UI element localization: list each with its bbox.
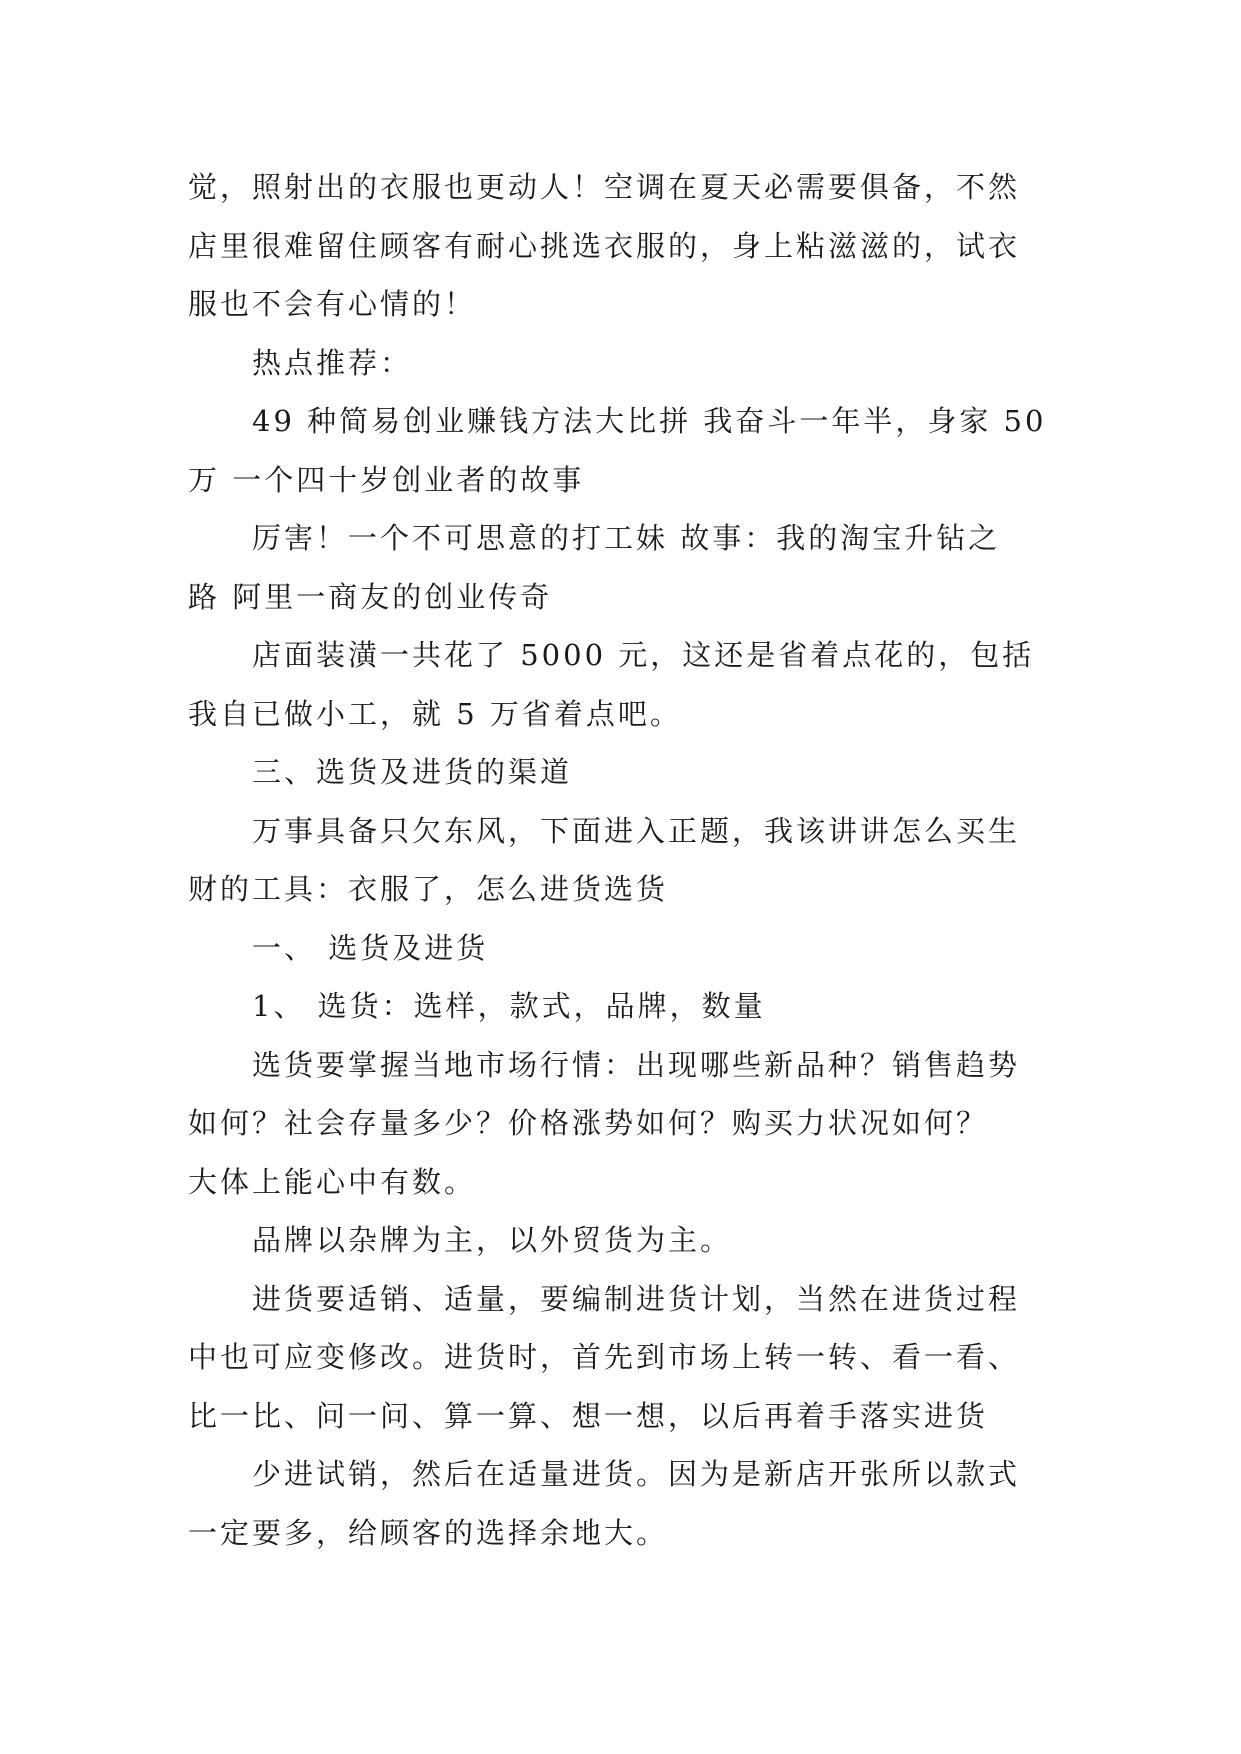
section-heading (188, 743, 1058, 802)
paragraph (188, 1270, 1058, 1446)
text-line: 比一比、问一问、算一算、想一想，以后再着手落实进货 (188, 1398, 989, 1433)
text-line: 财的工具：衣服了，怎么进货选货 (188, 872, 669, 906)
document-body (188, 158, 1058, 1562)
paragraph-hot-recommend-heading (188, 334, 1058, 393)
text-line: 选货要掌握当地市场行情：出现哪些新品种？销售趋势 (252, 1047, 1021, 1082)
text-line: 三、选货及进货的渠道 (252, 755, 573, 789)
text-line: 中也可应变修改。进货时，首先到市场上转一转、看一看、 (188, 1340, 1021, 1374)
text-line: 万 一个四十岁创业者的故事 (188, 462, 585, 497)
text-line: 如何？社会存量多少？价格涨势如何？购买力状况如何？ (188, 1106, 989, 1140)
text-line: 厉害！一个不可思意的打工妹 故事：我的淘宝升钻之 (252, 521, 1001, 555)
text-line: 49 种简易创业赚钱方法大比拼 我奋斗一年半，身家 50 (252, 404, 1047, 438)
text-line: 大体上能心中有数。 (188, 1164, 477, 1199)
paragraph (188, 802, 1058, 919)
text-line: 店面装潢一共花了 5000 元，这还是省着点花的，包括 (252, 638, 1035, 672)
text-line: 店里很难留住顾客有耐心挑选衣服的，身上粘滋滋的，试衣 (188, 228, 1021, 263)
text-line: 一、 选货及进货 (252, 930, 489, 965)
text-line: 觉，照射出的衣服也更动人！空调在夏天必需要俱备，不然 (188, 170, 1021, 204)
list-item-heading (188, 977, 1058, 1036)
paragraph (188, 1036, 1058, 1212)
text-line: 1、 选货：选样，款式，品牌，数量 (252, 989, 766, 1023)
text-line: 服也不会有心情的！ (188, 287, 477, 321)
paragraph (188, 158, 1058, 334)
text-line: 路 阿里一商友的创业传奇 (188, 579, 553, 614)
text-line: 热点推荐： (252, 345, 413, 380)
text-line: 一定要多，给顾客的选择余地大。 (188, 1515, 669, 1550)
text-line: 品牌以杂牌为主，以外贸货为主。 (252, 1223, 733, 1257)
paragraph (188, 1211, 1058, 1270)
paragraph-recommend-link-2 (188, 509, 1058, 626)
paragraph (188, 1445, 1058, 1562)
subsection-heading (188, 919, 1058, 978)
paragraph-recommend-link-1 (188, 392, 1058, 509)
paragraph (188, 626, 1058, 743)
text-line: 进货要适销、适量，要编制进货计划，当然在进货过程 (252, 1281, 1021, 1316)
text-line: 我自已做小工，就 5 万省着点吧。 (188, 696, 682, 731)
text-line: 少进试销，然后在适量进货。因为是新店开张所以款式 (252, 1457, 1021, 1491)
text-line: 万事具备只欠东风，下面进入正题，我该讲讲怎么买生 (252, 813, 1021, 848)
